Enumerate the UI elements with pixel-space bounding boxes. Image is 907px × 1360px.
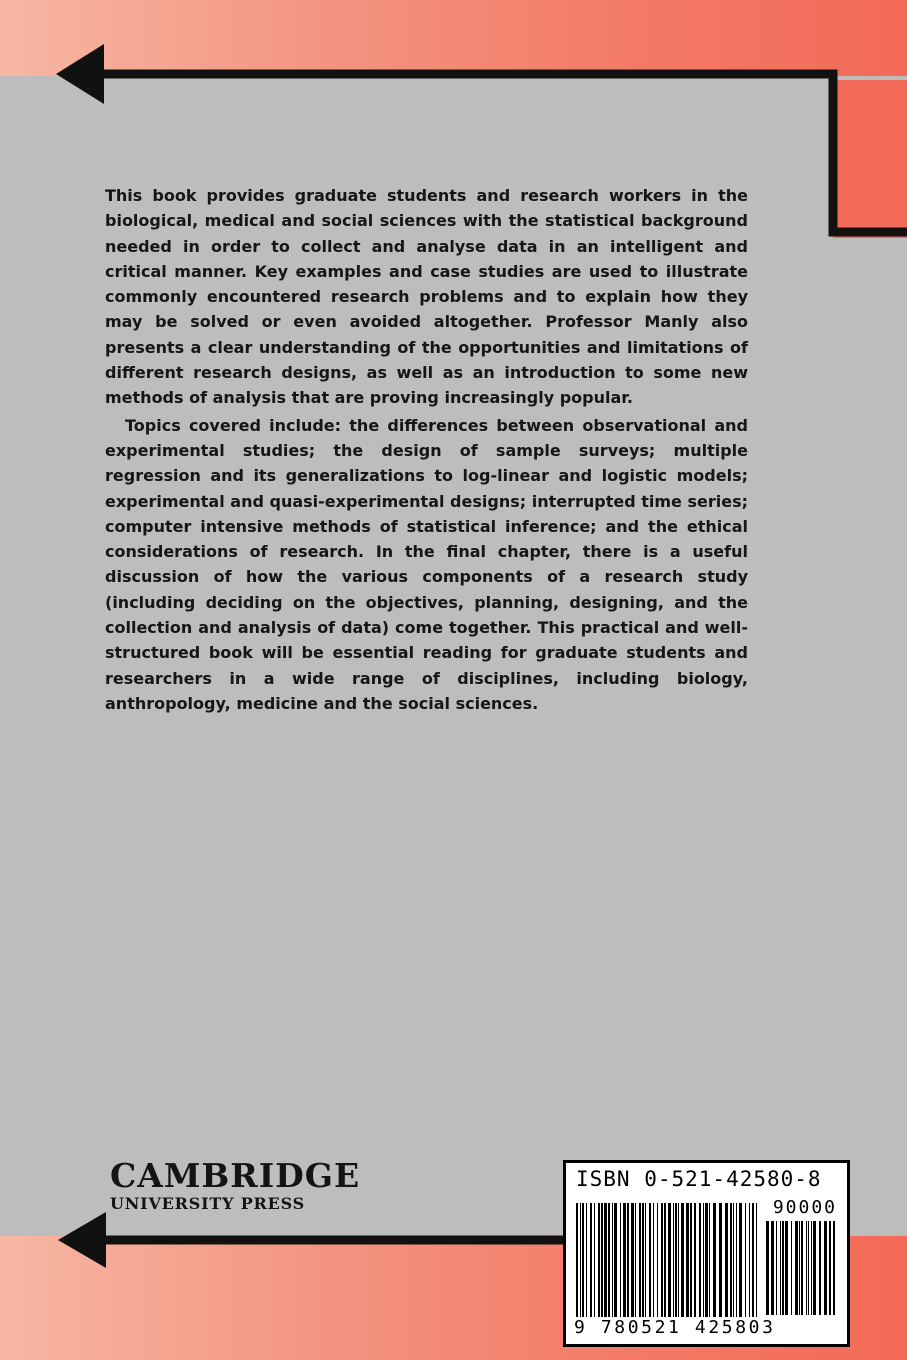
barcode-bar <box>653 1203 654 1317</box>
barcode-box <box>563 1160 850 1347</box>
barcode-bar <box>678 1203 679 1317</box>
back-cover-blurb <box>105 183 748 716</box>
barcode-bar <box>730 1203 732 1317</box>
barcode-bar <box>709 1203 710 1317</box>
barcode-bar <box>673 1203 674 1317</box>
barcode-bar <box>576 1203 578 1317</box>
barcode-bar <box>586 1203 587 1317</box>
barcode-bar <box>829 1221 831 1315</box>
barcode-bar <box>791 1221 792 1315</box>
isbn-label: ISBN 0-521-42580-8 <box>576 1167 822 1191</box>
barcode-bar <box>811 1221 812 1315</box>
barcode-bar <box>580 1203 581 1317</box>
publisher-subtitle: UNIVERSITY PRESS <box>110 1194 305 1213</box>
barcode-bar <box>819 1221 821 1315</box>
barcode-bar <box>771 1221 774 1315</box>
barcode-bar <box>668 1203 671 1317</box>
barcode-bar <box>635 1203 636 1317</box>
barcode-bar <box>749 1203 750 1317</box>
barcode-bar <box>719 1203 722 1317</box>
barcode-bar <box>752 1203 754 1317</box>
barcode-bar <box>608 1203 610 1317</box>
barcode-bar <box>756 1203 757 1317</box>
barcode-bar <box>614 1203 617 1317</box>
blurb-paragraph-2: Topics covered include: the differences between observational and experimental studies; the design of sample surveys; multiple regression and its generalizations to log-linear and logistic models; experimental and quasi-experimental designs; interrupted time series; computer intensive methods of statistical inference; and the ethical considerations of research. In the final chapter, there is a useful discussion of how the various components of a research study (including deciding on the objectives, planning, designing, and the collection and analysis of data) come together. This practical and well-structured book will be essential reading for graduate students and researchers in a wide range of disciplines, including biology, anthropology, medicine and the social sciences. <box>105 415 748 713</box>
barcode-bar <box>733 1203 734 1317</box>
barcode-bar <box>813 1221 816 1315</box>
barcode-bar <box>639 1203 641 1317</box>
barcode-bar <box>582 1203 584 1317</box>
barcode-bar <box>590 1203 592 1317</box>
barcode-bar <box>801 1221 803 1315</box>
barcode-bar <box>612 1203 613 1317</box>
barcode-bar <box>601 1203 603 1317</box>
ean-digits: 9 780521 425803 <box>574 1317 776 1338</box>
barcode-bar <box>736 1203 737 1317</box>
barcode-bar <box>703 1203 704 1317</box>
barcode-bar <box>699 1203 701 1317</box>
barcode-bar <box>598 1203 600 1317</box>
blurb-paragraph-1: This book provides graduate students and research workers in the biological, medical and social sciences with the statistical background needed in order to collect and analyse data in an intelligent and critical manner. Key examples and case studies are used to illustrate commonly encountered research problems and to explain how they may be solved or even avoided altogether. Professor Manly also presents a clear understanding of the opportunities and limitations of different research designs, as well as an introduction to some new methods of analysis that are proving increasingly popular. <box>105 186 748 408</box>
barcode-bar <box>686 1203 689 1317</box>
barcode-bar <box>631 1203 634 1317</box>
barcode-bar <box>780 1221 781 1315</box>
publisher-logo <box>110 1158 360 1213</box>
barcode-bar <box>623 1203 626 1317</box>
barcode-bar <box>661 1203 663 1317</box>
barcode-bar <box>739 1203 742 1317</box>
left-arrow-icon-top <box>56 44 104 104</box>
barcode-bar <box>690 1203 692 1317</box>
price-code: 90000 <box>772 1197 837 1218</box>
barcode-bar <box>785 1221 788 1315</box>
barcode-bar <box>627 1203 629 1317</box>
barcode-bar <box>713 1203 716 1317</box>
barcode-bar <box>833 1221 835 1315</box>
barcode-bar <box>806 1221 807 1315</box>
publisher-name: CAMBRIDGE <box>110 1156 361 1195</box>
barcode-bar <box>824 1221 827 1315</box>
barcode-bar <box>604 1203 607 1317</box>
barcode-bar <box>776 1221 777 1315</box>
barcode-bar <box>657 1203 658 1317</box>
barcode-bar <box>645 1203 646 1317</box>
barcode-addon-bars <box>766 1221 838 1315</box>
barcode-bar <box>675 1203 677 1317</box>
barcode-bar <box>681 1203 684 1317</box>
barcode-bar <box>705 1203 708 1317</box>
barcode-bar <box>664 1203 666 1317</box>
barcode-bar <box>766 1221 769 1315</box>
left-arrow-icon-bottom <box>58 1212 106 1268</box>
barcode-bar <box>649 1203 651 1317</box>
barcode-bar <box>745 1203 746 1317</box>
barcode-bar <box>620 1203 621 1317</box>
barcode-bar <box>808 1221 809 1315</box>
barcode-bar <box>642 1203 644 1317</box>
barcode-bar <box>782 1221 784 1315</box>
barcode-main-bars <box>576 1203 762 1317</box>
barcode-bar <box>795 1221 798 1315</box>
barcode-bar <box>725 1203 728 1317</box>
barcode-bar <box>694 1203 696 1317</box>
barcode-bar <box>799 1221 800 1315</box>
barcode-bar <box>594 1203 595 1317</box>
